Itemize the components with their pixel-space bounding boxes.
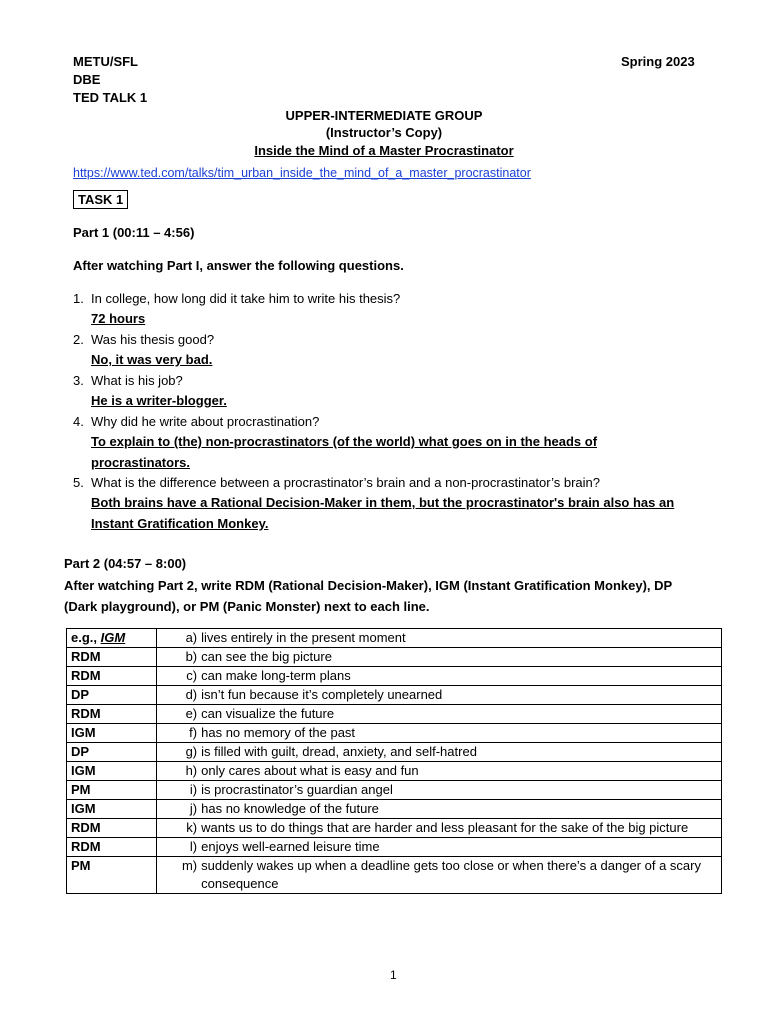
answer-cell: RDM [67, 705, 157, 724]
statement-text: can make long-term plans [201, 668, 351, 683]
answer-cell: RDM [67, 667, 157, 686]
part2-instruction [64, 575, 724, 617]
question-text: Why did he write about procrastination? [91, 414, 320, 429]
statement-text: isn’t fun because it’s completely unearned [201, 687, 443, 702]
question-2 [73, 330, 713, 372]
question-number: 2. [73, 332, 84, 347]
answer-cell: RDM [67, 648, 157, 667]
answer-cell: PM [67, 857, 157, 894]
answer-text-continued: procrastinators. [91, 455, 190, 470]
ted-talk-link[interactable]: https://www.ted.com/talks/tim_urban_inside_the_mind_of_a_master_procrastinator [73, 166, 531, 180]
question-1 [73, 289, 713, 331]
answer-text: He is a writer-blogger. [91, 393, 227, 408]
example-prefix: e.g., [71, 630, 101, 645]
statement-cell [157, 819, 722, 838]
answer-text: 72 hours [91, 311, 146, 326]
statement [161, 648, 717, 666]
statement [161, 819, 717, 837]
part1-instruction: After watching Part I, answer the following questions. [73, 258, 404, 273]
statement [161, 800, 717, 818]
answer-table [66, 628, 722, 894]
statement [161, 857, 717, 893]
statement [161, 667, 717, 685]
example-answer: IGM [100, 630, 126, 645]
statement [161, 724, 717, 742]
part2-instruction-line1: After watching Part 2, write RDM (Rational Decision-Maker), IGM (Instant Gratification Monkey), DP [64, 578, 673, 593]
statement-text: is procrastinator’s guardian angel [201, 782, 393, 797]
question-5 [73, 473, 713, 535]
statement-letter: f) [189, 725, 198, 740]
statement-text: enjoys well-earned leisure time [201, 839, 380, 854]
statement-cell [157, 648, 722, 667]
question-number: 4. [73, 414, 84, 429]
answer-text: No, it was very bad. [91, 352, 213, 367]
question-number: 1. [73, 291, 84, 306]
statement-cell [157, 724, 722, 743]
table-row [67, 857, 722, 894]
statement [161, 781, 717, 799]
statement-cell [157, 705, 722, 724]
part1-heading: Part 1 (00:11 – 4:56) [73, 225, 195, 240]
statement-cell [157, 857, 722, 894]
talk-title-text: Inside the Mind of a Master Procrastinator [254, 143, 514, 158]
talk-title [0, 142, 768, 159]
statement [161, 743, 717, 761]
answer-cell: DP [67, 743, 157, 762]
statement-letter: m) [181, 858, 198, 873]
statement-letter: e) [185, 706, 198, 721]
statement-text: wants us to do things that are harder and less pleasant for the sake of the big picture [201, 820, 689, 835]
part2-heading: Part 2 (04:57 – 8:00) [64, 556, 187, 571]
table-row [67, 838, 722, 857]
table-row [67, 762, 722, 781]
statement-letter: k) [186, 820, 198, 835]
statement-letter: c) [186, 668, 198, 683]
answer-cell: RDM [67, 838, 157, 857]
statement [161, 838, 717, 856]
copy-label: (Instructor’s Copy) [325, 125, 443, 140]
answer-cell: RDM [67, 819, 157, 838]
statement-letter: h) [185, 763, 198, 778]
statement [161, 705, 717, 723]
table-row [67, 705, 722, 724]
statement-cell [157, 629, 722, 648]
answer-text: Both brains have a Rational Decision-Maker in them, but the procrastinator's brain also has an [91, 495, 675, 510]
statement-letter: j) [189, 801, 198, 816]
answer-cell: DP [67, 686, 157, 705]
table-row [67, 667, 722, 686]
statement-text: can visualize the future [201, 706, 335, 721]
question-number: 5. [73, 475, 84, 490]
table-row [67, 743, 722, 762]
statement-text: has no memory of the past [201, 725, 356, 740]
question-3 [73, 371, 713, 413]
term-label: Spring 2023 [621, 54, 695, 69]
table-row [67, 629, 722, 648]
task-label: TASK 1 [73, 190, 128, 209]
table-row [67, 819, 722, 838]
part2-instruction-line2: (Dark playground), or PM (Panic Monster) next to each line. [64, 599, 430, 614]
group-title: UPPER-INTERMEDIATE GROUP [285, 108, 483, 123]
table-row [67, 648, 722, 667]
statement-letter: l) [189, 839, 198, 854]
statement-text: can see the big picture [201, 649, 332, 664]
statement-text: lives entirely in the present moment [201, 630, 406, 645]
statement-cell [157, 800, 722, 819]
statement-text: suddenly wakes up when a deadline gets too close or when there’s a danger of a scary consequence [201, 858, 701, 891]
table-row [67, 800, 722, 819]
answer-text: To explain to (the) non-procrastinators (of the world) what goes on in the heads of [91, 434, 598, 449]
course-line: TED TALK 1 [73, 90, 148, 105]
statement-letter: b) [185, 649, 198, 664]
statement-letter: i) [189, 782, 198, 797]
statement-cell [157, 838, 722, 857]
question-4 [73, 412, 713, 474]
statement-cell [157, 667, 722, 686]
question-number: 3. [73, 373, 84, 388]
org-line: METU/SFL [73, 54, 138, 69]
statement-text: only cares about what is easy and fun [201, 763, 419, 778]
answer-cell: IGM [67, 724, 157, 743]
question-text: What is his job? [91, 373, 183, 388]
statement-cell [157, 743, 722, 762]
statement-text: is filled with guilt, dread, anxiety, and self-hatred [201, 744, 477, 759]
answer-cell: IGM [67, 800, 157, 819]
statement-cell [157, 686, 722, 705]
statement-letter: a) [185, 630, 198, 645]
page-number: 1 [390, 968, 397, 982]
statement-cell [157, 781, 722, 800]
question-text: What is the difference between a procrastinator’s brain and a non-procrastinator’s brain? [91, 475, 600, 490]
answer-cell: PM [67, 781, 157, 800]
table-row [67, 686, 722, 705]
statement [161, 686, 717, 704]
table-row [67, 724, 722, 743]
statement-text: has no knowledge of the future [201, 801, 379, 816]
table-row [67, 781, 722, 800]
question-text: In college, how long did it take him to write his thesis? [91, 291, 401, 306]
question-text: Was his thesis good? [91, 332, 215, 347]
dept-line: DBE [73, 72, 101, 87]
answer-text-continued: Instant Gratification Monkey. [91, 516, 269, 531]
statement [161, 629, 717, 647]
answer-cell: IGM [67, 762, 157, 781]
statement-letter: d) [185, 687, 198, 702]
answer-cell [67, 629, 157, 648]
statement-letter: g) [185, 744, 198, 759]
statement [161, 762, 717, 780]
statement-cell [157, 762, 722, 781]
